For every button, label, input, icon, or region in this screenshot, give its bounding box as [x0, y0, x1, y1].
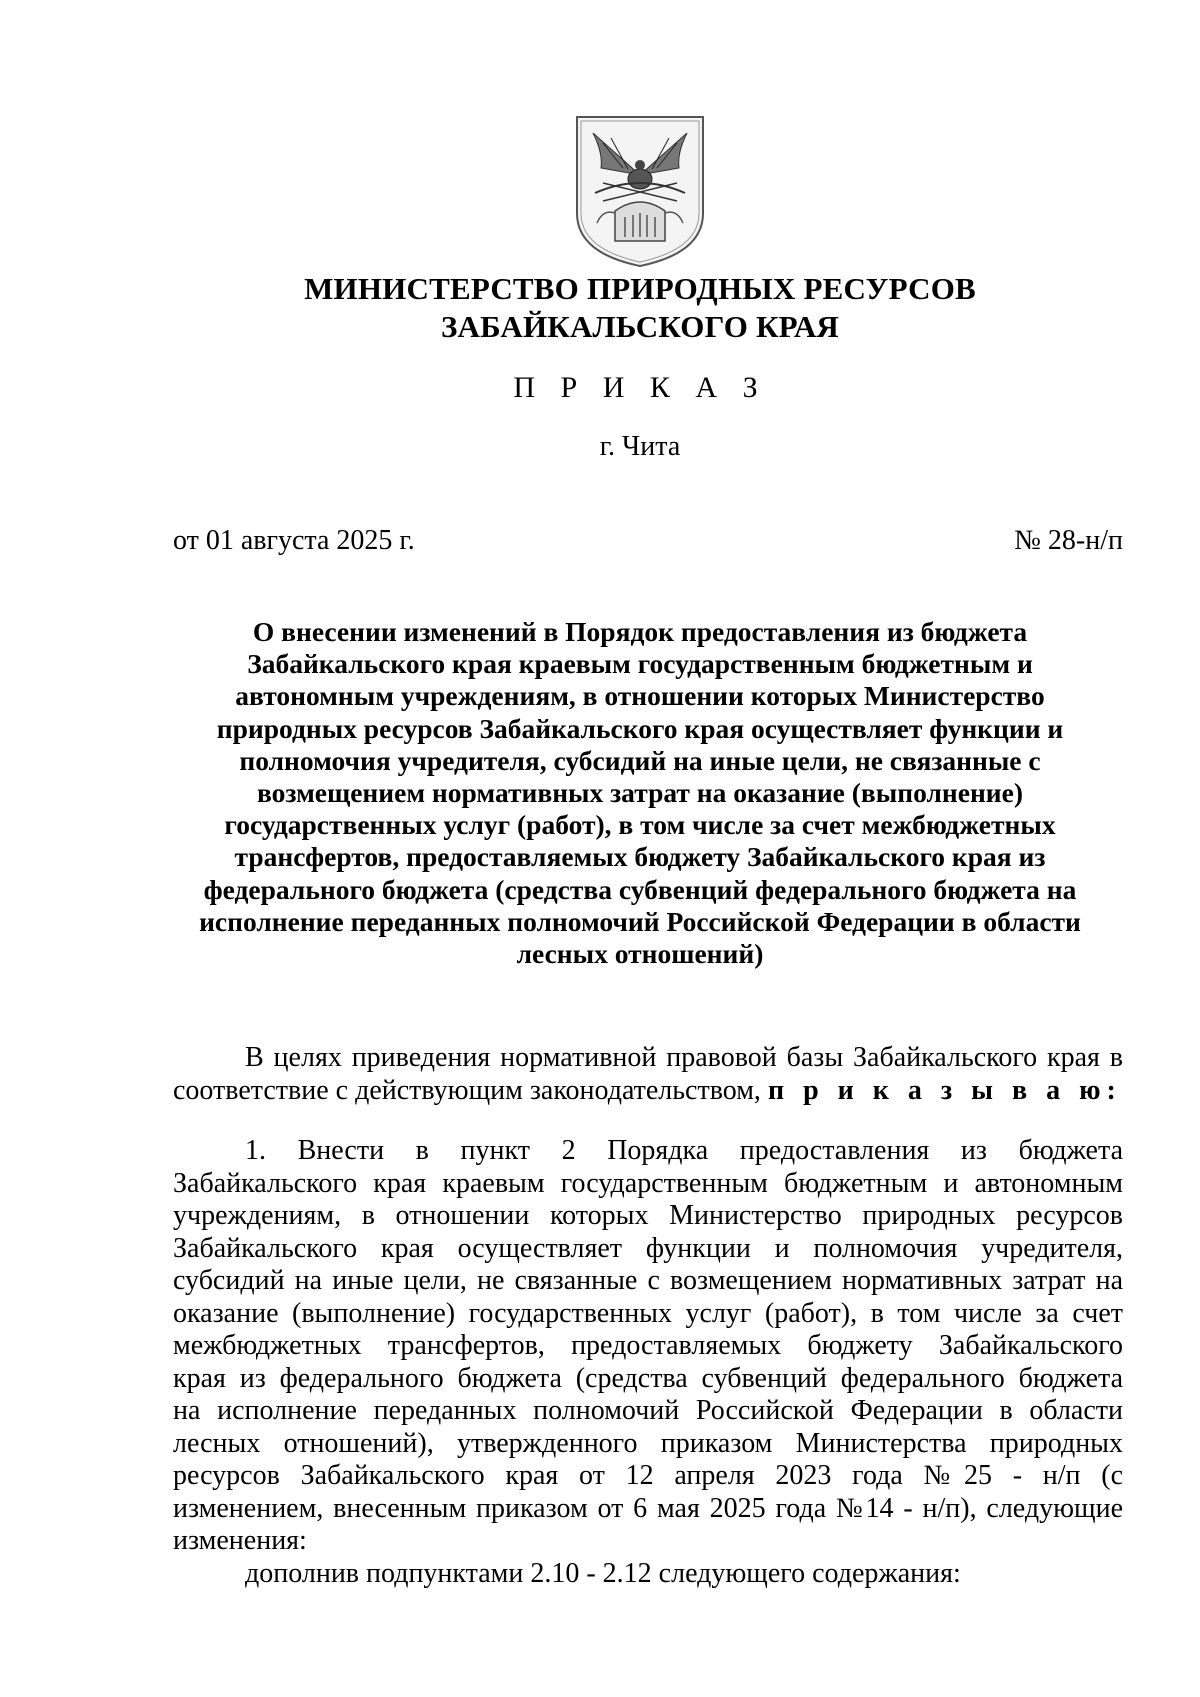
heading-line: государственных услуг (работ), в том числе за счет межбюджетных: [224, 809, 1056, 841]
heading-line: О внесении изменений в Порядок предоставления из бюджета: [252, 616, 1028, 647]
order-date: от 01 августа 2025 г.: [173, 525, 415, 556]
paragraph-line: ресурсов Забайкальского края от 12 апреля 2023 года №25 - н/п (с: [173, 1460, 1123, 1491]
paragraph-line: на исполнение переданных полномочий Российской Федерации в области: [173, 1395, 1123, 1426]
city: г. Чита: [599, 431, 681, 462]
paragraph-line: В целях приведения нормативной правовой базы Забайкальского края в: [245, 1042, 1123, 1073]
paragraph-line: изменения:: [173, 1525, 307, 1556]
amendment-intro: [173, 1558, 1123, 1591]
paragraph-line: учреждениям, в отношении которых Министерство природных ресурсов: [173, 1200, 1123, 1231]
heading-line: полномочия учредителя, субсидий на иные цели, не связанные с: [239, 744, 1041, 776]
order-number: № 28-н/п: [1014, 525, 1123, 556]
paragraph-line: лесных отношений), утвержденного приказом Министерства природных: [173, 1427, 1123, 1459]
paragraph-line: Забайкальского края краевым государственным бюджетным и автономным: [173, 1167, 1123, 1199]
preamble-paragraph: [173, 1042, 1123, 1107]
paragraph-line: оказание (выполнение) государственных услуг (работ), в том числе за счет: [173, 1297, 1123, 1329]
paragraph-line: субсидий на иные цели, не связанные с возмещением нормативных затрат на: [173, 1265, 1123, 1296]
heading-line: исполнение переданных полномочий Российской Федерации в области: [199, 905, 1081, 937]
heading-line: возмещением нормативных затрат на оказание (выполнение): [257, 777, 1023, 809]
paragraph-line: межбюджетных трансфертов, предоставляемых бюджету Забайкальского: [173, 1330, 1123, 1361]
heading-line: лесных отношений): [516, 938, 764, 970]
paragraph-line: [173, 1075, 1123, 1108]
coat-of-arms-emblem: [573, 113, 707, 270]
heading-line: природных ресурсов Забайкальского края осуществляет функции и: [216, 712, 1064, 744]
paragraph-line: края из федерального бюджета (средства субвенций федерального бюджета: [173, 1362, 1123, 1394]
preamble-text: соответствие с действующим законодательством,: [173, 1074, 768, 1106]
heading-line: Забайкальского края краевым государственным бюджетным и: [247, 648, 1033, 680]
heading-line: федерального бюджета (средства субвенций федерального бюджета на: [203, 873, 1077, 905]
paragraph-line: Забайкальского края осуществляет функции и полномочия учредителя,: [173, 1232, 1123, 1264]
order-keyword: п р и к а з ы в а ю:: [767, 1074, 1122, 1106]
order-heading: [160, 616, 1120, 970]
ministry-title: [160, 270, 1120, 346]
paragraph-line: изменением, внесенным приказом от 6 мая 2025 года №14 - н/п), следующие: [173, 1492, 1123, 1524]
document-type: П Р И К А З: [513, 371, 767, 404]
point-1-paragraph: [173, 1135, 1123, 1558]
ministry-title-line: ЗАБАЙКАЛЬСКОГО КРАЯ: [440, 309, 840, 344]
paragraph-line: дополнив подпунктами 2.10 - 2.12 следующего содержания:: [245, 1558, 961, 1589]
ministry-title-line: МИНИСТЕРСТВО ПРИРОДНЫХ РЕСУРСОВ: [304, 271, 976, 306]
heading-line: автономным учреждениям, в отношении которых Министерство: [235, 680, 1045, 712]
heading-line: трансфертов, предоставляемых бюджету Забайкальского края из: [234, 841, 1046, 873]
paragraph-line: 1. Внести в пункт 2 Порядка предоставления из бюджета: [245, 1135, 1123, 1166]
